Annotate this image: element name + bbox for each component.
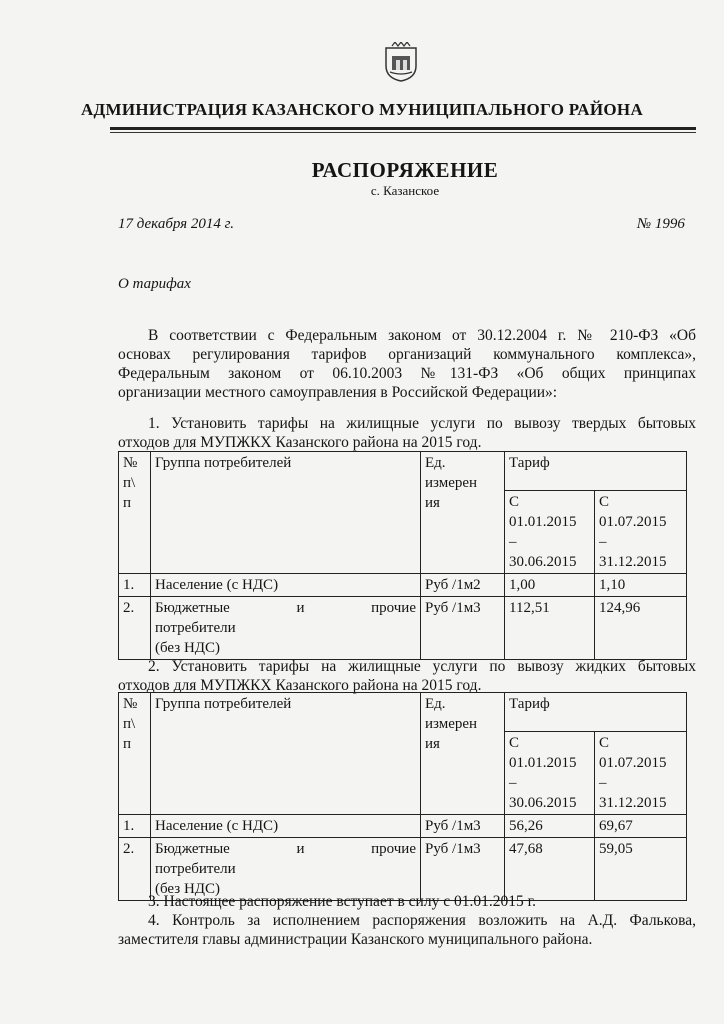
row-group: Население (с НДС) (151, 815, 421, 838)
period-line: – (599, 534, 607, 550)
row-group (151, 597, 421, 660)
item-4 (118, 911, 696, 949)
document-place: с. Казанское (370, 183, 440, 198)
item-2-line: отходов для МУПЖКХ Казанского района на 2015 год. (118, 677, 482, 694)
intro-line: Федеральным законом от 06.10.2003 №131-ФЗ «Об общих принципах (118, 365, 696, 382)
header-rule-thin (110, 132, 696, 133)
header-unit-line: ия (425, 495, 440, 511)
row-tariff1: 47,68 (505, 838, 595, 901)
row-tariff1: 112,51 (505, 597, 595, 660)
row-group-first-line (155, 839, 416, 859)
row-num: 2. (119, 838, 151, 901)
period-line: С (599, 735, 610, 751)
row-tariff2: 1,10 (595, 574, 687, 597)
item-1 (118, 414, 696, 452)
intro-line: организации местного самоуправления в Российской Федерации»: (118, 384, 558, 401)
period-line: 01.07.2015 (599, 514, 667, 530)
header-unit-line: измерен (425, 716, 478, 732)
header-unit-cell (421, 693, 505, 815)
row-group-line: потребители (155, 861, 236, 877)
period-line: – (509, 775, 517, 791)
header-period2-cell (595, 491, 687, 574)
row-group-word: и (296, 600, 305, 616)
header-unit-line: Ед. (425, 455, 446, 471)
item-2 (118, 657, 696, 695)
row-tariff2: 59,05 (595, 838, 687, 901)
organization-name: АДМИНИСТРАЦИЯ КАЗАНСКОГО МУНИЦИПАЛЬНОГО РАЙОНА (80, 100, 644, 119)
period-line: С (509, 494, 520, 510)
item-4-line: 4. Контроль за исполнением распоряжения возложить на А.Д. Фалькова, (148, 912, 696, 929)
header-period2-cell (595, 732, 687, 815)
item-4-line: заместителя главы администрации Казанского муниципального района. (118, 931, 593, 948)
document-date: 17 декабря 2014 г. (118, 216, 235, 232)
header-num-cell (119, 693, 151, 815)
row-unit: Руб /1м3 (421, 838, 505, 901)
table-header-row (119, 693, 687, 732)
coat-of-arms-icon (384, 42, 418, 82)
row-group-word: и (296, 841, 305, 857)
row-group-word: Бюджетные (155, 841, 230, 857)
header-num-cell (119, 452, 151, 574)
row-unit: Руб /1м2 (421, 574, 505, 597)
row-group-line: (без НДС) (155, 881, 221, 897)
table-row (119, 597, 687, 660)
header-unit-line: ия (425, 736, 440, 752)
solid-waste-tariff-table (118, 451, 687, 660)
header-period1-cell (505, 732, 595, 815)
item-2-line: 2. Установить тарифы на жилищные услуги по вывозу жидких бытовых (148, 658, 696, 675)
header-group-cell: Группа потребителей (151, 452, 421, 574)
header-tariff-cell: Тариф (505, 452, 687, 491)
document-type: РАСПОРЯЖЕНИЕ (311, 158, 499, 182)
row-unit: Руб /1м3 (421, 815, 505, 838)
header-num-line: № (123, 696, 138, 712)
period-line: С (509, 735, 520, 751)
header-num-line: п (123, 736, 132, 752)
row-tariff2: 69,67 (595, 815, 687, 838)
row-tariff2: 124,96 (595, 597, 687, 660)
header-group-cell: Группа потребителей (151, 693, 421, 815)
item-1-line: отходов для МУПЖКХ Казанского района на 2015 год. (118, 434, 482, 451)
period-line: 30.06.2015 (509, 795, 577, 811)
period-line: – (599, 775, 607, 791)
header-tariff-cell: Тариф (505, 693, 687, 732)
header-num-line: п (123, 495, 132, 511)
row-unit: Руб /1м3 (421, 597, 505, 660)
row-num: 2. (119, 597, 151, 660)
row-group-line: (без НДС) (155, 640, 221, 656)
intro-line: В соответствии с Федеральным законом от 30.12.2004 г. № 210-ФЗ «Об (148, 327, 696, 344)
document-subject: О тарифах (118, 276, 191, 292)
row-group: Население (с НДС) (151, 574, 421, 597)
intro-paragraph (118, 326, 696, 402)
row-group-line: потребители (155, 620, 236, 636)
document-number: № 1996 (637, 216, 685, 232)
row-tariff1: 56,26 (505, 815, 595, 838)
header-num-line: п\ (123, 475, 136, 491)
item-3: 3. Настоящее распоряжение вступает в силу с 01.01.2015 г. (148, 893, 537, 910)
row-group-word: Бюджетные (155, 600, 230, 616)
header-unit-line: Ед. (425, 696, 446, 712)
row-group-first-line (155, 598, 416, 618)
period-line: 30.06.2015 (509, 554, 577, 570)
row-tariff1: 1,00 (505, 574, 595, 597)
header-rule-thick (110, 127, 696, 130)
item-1-line: 1. Установить тарифы на жилищные услуги по вывозу твердых бытовых (148, 415, 696, 432)
row-group-word: прочие (371, 841, 416, 857)
header-period1-cell (505, 491, 595, 574)
period-line: 01.07.2015 (599, 755, 667, 771)
intro-line: основах регулирования тарифов организаций коммунального комплекса», (118, 346, 696, 363)
table-row (119, 574, 687, 597)
period-line: 01.01.2015 (509, 514, 577, 530)
row-num: 1. (119, 815, 151, 838)
header-num-line: № (123, 455, 138, 471)
period-line: С (599, 494, 610, 510)
period-line: 01.01.2015 (509, 755, 577, 771)
table-row (119, 815, 687, 838)
period-line: 31.12.2015 (599, 554, 667, 570)
period-line: 31.12.2015 (599, 795, 667, 811)
row-num: 1. (119, 574, 151, 597)
table-header-row (119, 452, 687, 491)
header-num-line: п\ (123, 716, 136, 732)
header-unit-cell (421, 452, 505, 574)
row-group-word: прочие (371, 600, 416, 616)
liquid-waste-tariff-table (118, 692, 687, 901)
period-line: – (509, 534, 517, 550)
header-unit-line: измерен (425, 475, 478, 491)
